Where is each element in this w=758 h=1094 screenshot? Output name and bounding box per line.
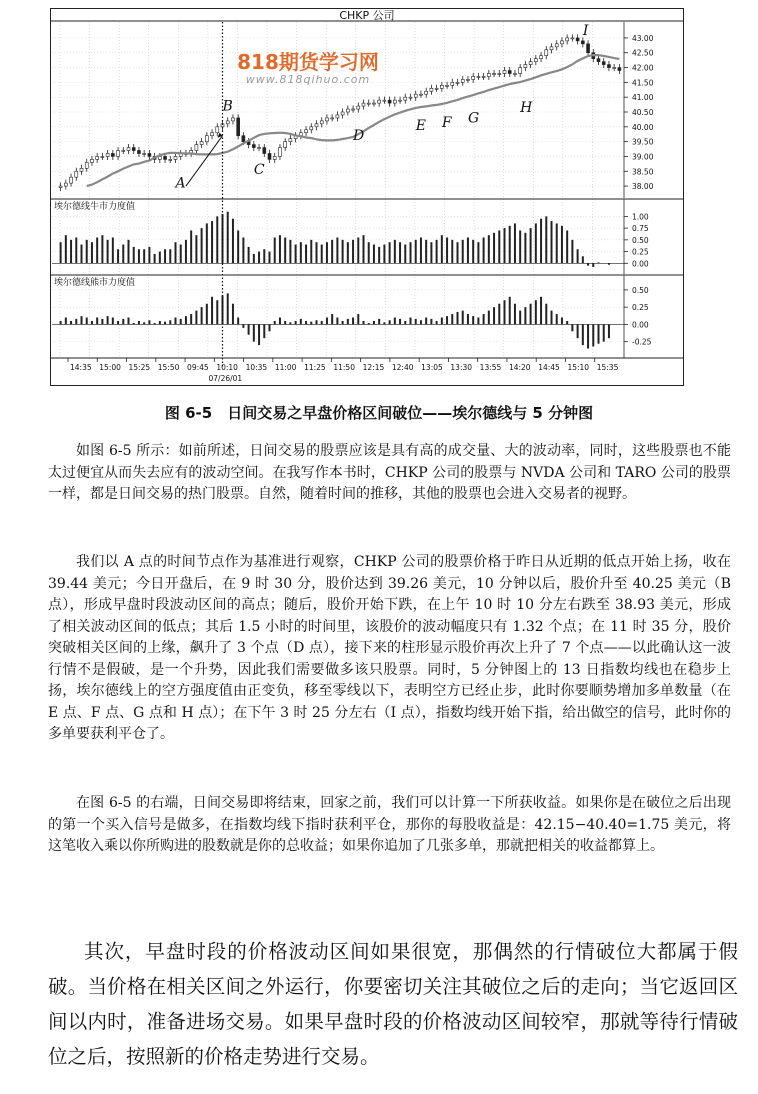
candle-body bbox=[111, 153, 114, 156]
annotation-d: D bbox=[353, 128, 365, 145]
panel-label: 埃尔德线牛市力度值 bbox=[54, 202, 136, 212]
candle-body bbox=[513, 73, 516, 74]
x-tick-label: 15:50 bbox=[157, 363, 180, 372]
candle-body bbox=[278, 148, 281, 157]
x-tick-label: 11:25 bbox=[304, 363, 326, 372]
candle-body bbox=[545, 50, 548, 56]
candle-body bbox=[96, 156, 99, 159]
x-tick-label: 13:30 bbox=[450, 363, 473, 372]
x-tick-label: 11:50 bbox=[333, 363, 355, 372]
candle-body bbox=[508, 71, 511, 74]
paragraph-3: 在图 6-5 的右端，日间交易即将结束，回家之前，我们可以计算一下所获收益。如果你是在破位之后出现的第一个买入信号是做多，在指数均线下指时获利平仓，那你的每股收益是：42.15−40.40=1.75 美元，将这笔收入乘以你所购进的股数就是你的总收益；如果你追加了几张多单，那就把相关的收益都算上。 bbox=[48, 795, 731, 854]
x-tick-label: 15:10 bbox=[567, 363, 590, 372]
y-tick-label: 0.25 bbox=[632, 303, 649, 313]
figure-caption: 图 6-5 日间交易之早盘价格区间破位——埃尔德线与 5 分钟图 bbox=[164, 404, 594, 422]
candle-body bbox=[284, 142, 287, 148]
candle-body bbox=[289, 139, 292, 142]
x-tick-label: 10:35 bbox=[245, 363, 268, 372]
candle-body bbox=[263, 148, 266, 154]
y-tick-label: 42.50 bbox=[632, 48, 654, 58]
candle-body bbox=[216, 127, 219, 133]
x-tick-label: 15:25 bbox=[128, 363, 151, 372]
paragraph-1: 如图 6-5 所示：如前所述，日间交易的股票应该是具有高的成交量、大的波动率，同时，这些股票也不能太过便宜从而失去应有的波动空间。在我写作本书时，CHKP 公司的股票与 NVDA 公司和 TARO 公司的股票一样，都是日间交易的热门股票。自然，随着时间的推移，其他的股票也会进入交易者的视野。 bbox=[48, 443, 731, 502]
x-tick-label: 14:45 bbox=[538, 363, 560, 372]
candle-body bbox=[498, 73, 501, 74]
annotation-f: F bbox=[441, 114, 452, 131]
candle-body bbox=[164, 156, 167, 159]
candle-body bbox=[435, 88, 438, 89]
candle-body bbox=[399, 100, 402, 101]
y-tick-label: 0.75 bbox=[632, 224, 649, 234]
annotation-h: H bbox=[520, 100, 533, 116]
candle-body bbox=[613, 68, 616, 69]
candle-body bbox=[336, 115, 339, 118]
candle-body bbox=[137, 151, 140, 154]
candle-body bbox=[419, 94, 422, 95]
candle-body bbox=[587, 44, 590, 53]
y-tick-label: 43.00 bbox=[632, 33, 654, 43]
candle-body bbox=[346, 109, 349, 112]
x-tick-label: 15:35 bbox=[596, 363, 619, 372]
x-tick-label: 14:20 bbox=[508, 363, 531, 372]
candle-body bbox=[101, 156, 104, 157]
candle-body bbox=[472, 76, 475, 79]
candle-body bbox=[607, 65, 610, 68]
y-tick-label: 0.50 bbox=[632, 235, 649, 245]
candle-body bbox=[169, 159, 172, 160]
candle-body bbox=[477, 76, 480, 77]
candle-body bbox=[571, 38, 574, 39]
candle-body bbox=[440, 85, 443, 88]
watermark-logo: 818期货学习网 bbox=[237, 50, 379, 74]
candle-body bbox=[388, 100, 391, 103]
candle-body bbox=[560, 41, 563, 44]
candle-body bbox=[268, 153, 271, 159]
annotation-b: B bbox=[222, 98, 233, 115]
candle-body bbox=[325, 118, 328, 121]
candle-body bbox=[117, 151, 120, 157]
y-tick-label: 40.00 bbox=[632, 122, 654, 132]
candle-body bbox=[122, 151, 125, 152]
candle-body bbox=[581, 41, 584, 44]
watermark bbox=[208, 46, 408, 86]
x-tick-label: 10:10 bbox=[216, 363, 238, 372]
candle-body bbox=[597, 59, 600, 62]
candle-body bbox=[456, 82, 459, 83]
candle-body bbox=[430, 88, 433, 91]
annotation-e: E bbox=[415, 117, 426, 134]
watermark-url: www.818qihuo.com bbox=[245, 73, 371, 86]
annotation-i: I bbox=[582, 22, 589, 39]
candle-body bbox=[602, 62, 605, 65]
candle-body bbox=[143, 153, 146, 154]
chart-title: CHKP 公司 bbox=[339, 9, 395, 22]
y-tick-label: 0.00 bbox=[632, 259, 649, 269]
candle-body bbox=[461, 79, 464, 82]
candle-body bbox=[529, 62, 532, 65]
y-tick-label: 42.00 bbox=[632, 63, 654, 73]
candle-body bbox=[305, 130, 308, 133]
candle-body bbox=[404, 97, 407, 100]
x-tick-label: 12:40 bbox=[391, 363, 414, 372]
candle-body bbox=[555, 44, 558, 47]
candle-body bbox=[310, 127, 313, 130]
candle-body bbox=[451, 82, 454, 85]
date-label: 07/26/01 bbox=[208, 374, 243, 383]
candle-body bbox=[503, 71, 506, 74]
candle-body bbox=[425, 91, 428, 94]
candle-body bbox=[242, 136, 245, 142]
x-tick-label: 12:15 bbox=[362, 363, 385, 372]
candle-body bbox=[341, 112, 344, 115]
candle-body bbox=[231, 118, 234, 121]
candle-body bbox=[226, 121, 229, 124]
candle-body bbox=[200, 142, 203, 145]
candle-body bbox=[466, 79, 469, 80]
candle-body bbox=[367, 103, 370, 104]
x-tick-label: 15:00 bbox=[99, 363, 121, 372]
candle-body bbox=[393, 100, 396, 103]
candle-body bbox=[64, 183, 67, 186]
candle-body bbox=[519, 68, 522, 74]
paragraph-4: 其次，早盘时段的价格波动区间如果很宽，那偶然的行情破位大都属于假破。当价格在相关区间之外运行，你要密切关注其破位之后的走向；当它返回区间以内时，准备进场交易。如果早盘时段的价格波动区间较窄，那就等待行情破位之后，按照新的价格走势进行交易。 bbox=[48, 940, 738, 1068]
candle-body bbox=[273, 156, 276, 159]
candle-body bbox=[378, 100, 381, 103]
candle-body bbox=[409, 97, 412, 98]
panel-label: 埃尔德线熊市力度值 bbox=[54, 278, 136, 288]
annotation-a: A bbox=[175, 175, 186, 192]
candle-body bbox=[75, 171, 78, 177]
candle-body bbox=[70, 177, 73, 183]
candle-body bbox=[550, 47, 553, 50]
y-tick-label: -0.25 bbox=[632, 337, 652, 347]
candle-body bbox=[127, 148, 130, 151]
candle-body bbox=[106, 153, 109, 156]
candle-body bbox=[566, 38, 569, 41]
candle-body bbox=[487, 73, 490, 76]
y-tick-label: 40.50 bbox=[632, 108, 654, 117]
x-tick-label: 11:00 bbox=[274, 363, 297, 372]
y-tick-label: 39.00 bbox=[632, 152, 654, 162]
y-tick-label: 39.50 bbox=[632, 137, 654, 147]
candle-body bbox=[362, 103, 365, 106]
candle-body bbox=[148, 153, 151, 156]
annotation-g: G bbox=[467, 110, 480, 127]
candle-body bbox=[90, 159, 93, 162]
candle-body bbox=[320, 121, 323, 124]
candle-body bbox=[252, 145, 255, 148]
candle-body bbox=[237, 118, 240, 136]
candle-body bbox=[85, 162, 88, 168]
candle-body bbox=[59, 186, 62, 187]
x-tick-label: 13:55 bbox=[479, 363, 502, 372]
y-tick-label: 38.00 bbox=[632, 182, 654, 192]
candle-body bbox=[540, 56, 543, 59]
candle-body bbox=[258, 148, 261, 149]
candle-body bbox=[414, 94, 417, 97]
x-tick-label: 13:05 bbox=[421, 363, 443, 372]
x-tick-label: 09:45 bbox=[187, 363, 209, 372]
candle-body bbox=[446, 85, 449, 86]
candle-body bbox=[132, 148, 135, 151]
candle-body bbox=[383, 100, 386, 101]
candle-body bbox=[331, 118, 334, 119]
candle-body bbox=[618, 68, 621, 71]
y-tick-label: 0.50 bbox=[632, 285, 649, 295]
y-tick-label: 38.50 bbox=[632, 167, 654, 177]
candle-body bbox=[315, 124, 318, 127]
y-tick-label: 0.25 bbox=[632, 247, 649, 257]
candle-body bbox=[482, 76, 485, 77]
candle-body bbox=[493, 73, 496, 74]
candle-body bbox=[372, 103, 375, 104]
candle-body bbox=[576, 38, 579, 41]
candle-body bbox=[352, 109, 355, 110]
candle-body bbox=[195, 145, 198, 151]
candle-body bbox=[80, 168, 83, 171]
y-tick-label: 41.00 bbox=[632, 93, 654, 103]
y-tick-label: 1.00 bbox=[632, 212, 649, 222]
candle-body bbox=[524, 65, 527, 68]
candle-body bbox=[211, 133, 214, 136]
y-tick-label: 0.00 bbox=[632, 320, 649, 330]
y-tick-label: 41.50 bbox=[632, 78, 654, 88]
annotation-c: C bbox=[253, 162, 265, 179]
paragraph-2: 我们以 A 点的时间节点作为基准进行观察，CHKP 公司的股票价格于昨日从近期的低点开始上扬，收在 39.44 美元；今日开盘后，在 9 时 30 分，股价达到 39.26 美元，10 分钟以后，股价升至 40.25 美元（B 点），形成早盘时段波动区间的高点；随后，股价开始下跌，在上午 10 时 10 分左右跌至 38.93 美元，形成了相关波动区间的低点；其后 1.5 小时的时间里，该股价的波动幅度只有 1.32 个点；在 11 时 35 分，股价突破相关区间的上缘，飙升了 3 个点（D 点），接下来的柱形显示股价再次上升了 7 个点——以此确认这一波行情不是假破，是一个升势，因此我们需要做多该只股票。同时，5 分钟图上的 13 日指数均线也在稳步上扬，埃尔德线上的空方强度值由正变负，移至零线以下，表明空方已经止步，此时你要顺势增加多单数量（在 E 点、F 点、G 点和 H 点）；在下午 3 时 25 分左右（I 点），指数均线开始下指，给出做空的信号，此时你的多单要获利平仓了。 bbox=[48, 554, 731, 742]
candle-body bbox=[174, 156, 177, 159]
candle-body bbox=[205, 136, 208, 142]
candle-body bbox=[534, 59, 537, 62]
x-tick-label: 14:35 bbox=[70, 363, 92, 372]
candle-body bbox=[357, 106, 360, 109]
